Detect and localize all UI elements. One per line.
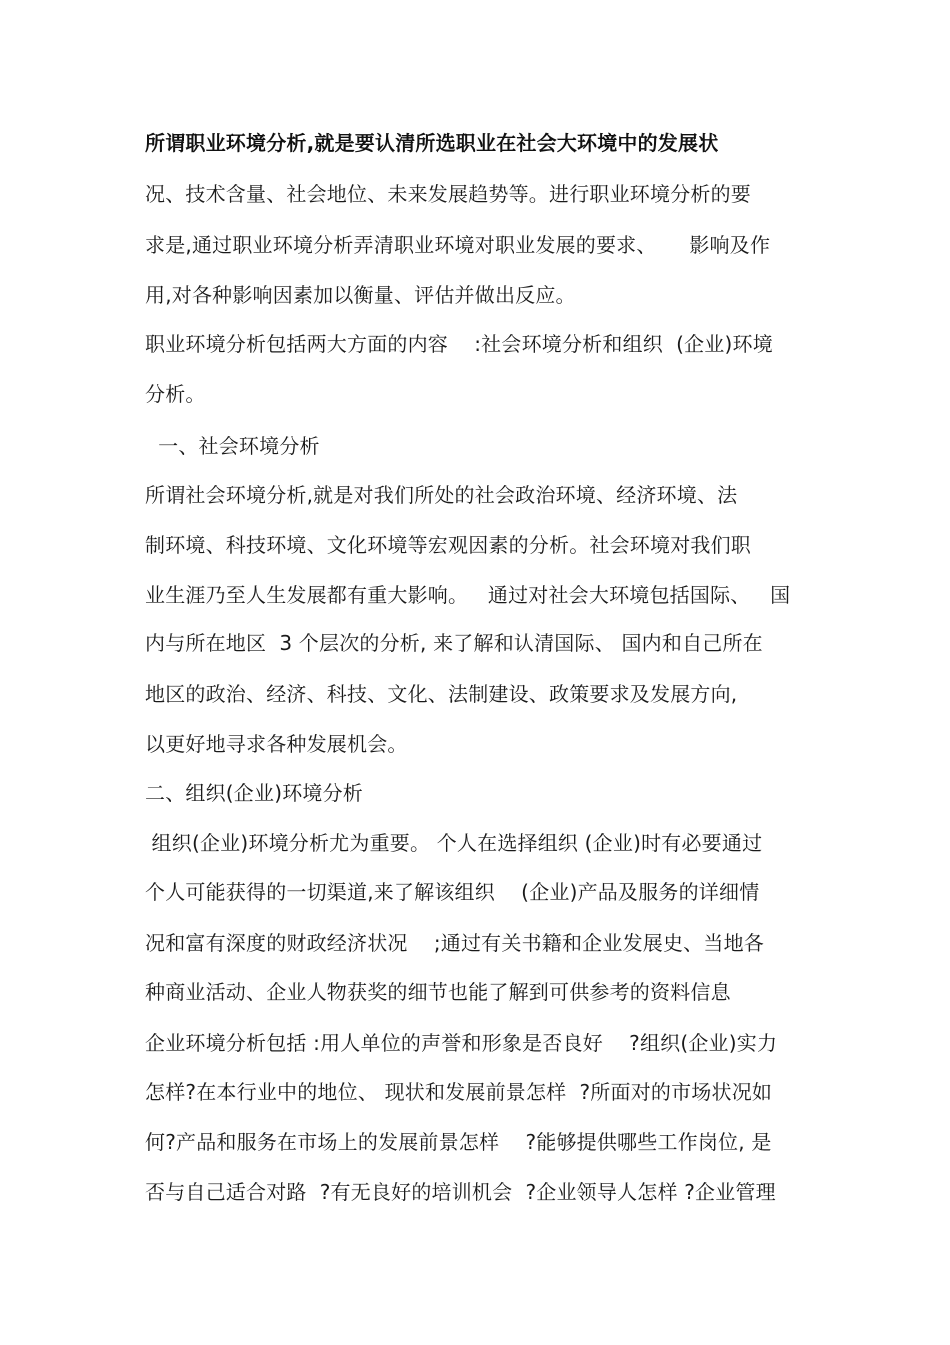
section-heading: 一、社会环境分析 — [145, 434, 320, 458]
text-line: 所谓社会环境分析,就是对我们所处的社会政治环境、经济环境、法 — [145, 483, 738, 507]
text-line: 求是,通过职业环境分析弄清职业环境对职业发展的要求、 影响及作 — [145, 233, 771, 257]
text-line: 制环境、科技环境、文化环境等宏观因素的分析。社会环境对我们职 — [145, 533, 751, 557]
text-line: 组织(企业)环境分析尤为重要。 个人在选择组织 (企业)时有必要通过 — [145, 831, 763, 855]
text-line: 分析。 — [145, 382, 206, 406]
text-line: 企业环境分析包括 :用人单位的声誉和形象是否良好 ?组织(企业)实力 — [145, 1031, 778, 1055]
section-heading: 二、组织(企业)环境分析 — [145, 781, 364, 805]
text-line: 所谓职业环境分析,就是要认清所选职业在社会大环境中的发展状 — [145, 131, 719, 155]
text-line: 职业环境分析包括两大方面的内容 :社会环境分析和组织 (企业)环境 — [145, 332, 773, 356]
text-line: 怎样?在本行业中的地位、 现状和发展前景怎样 ?所面对的市场状况如 — [145, 1080, 773, 1104]
text-line: 况和富有深度的财政经济状况 ;通过有关书籍和企业发展史、当地各 — [145, 931, 764, 955]
text-line: 况、技术含量、社会地位、未来发展趋势等。进行职业环境分析的要 — [145, 182, 751, 206]
text-line: 何?产品和服务在市场上的发展前景怎样 ?能够提供哪些工作岗位, 是 — [145, 1130, 772, 1154]
text-line: 否与自己适合对路 ?有无良好的培训机会 ?企业领导人怎样 ?企业管理 — [145, 1180, 776, 1204]
text-line: 业生涯乃至人生发展都有重大影响。 通过对社会大环境包括国际、 国 — [145, 583, 791, 607]
text-line: 用,对各种影响因素加以衡量、评估并做出反应。 — [145, 283, 576, 307]
text-line: 种商业活动、企业人物获奖的细节也能了解到可供参考的资料信息 — [145, 980, 731, 1004]
text-line: 个人可能获得的一切渠道,来了解该组织 (企业)产品及服务的详细情 — [145, 880, 760, 904]
text-line: 内与所在地区 3 个层次的分析, 来了解和认清国际、 国内和自己所在 — [145, 631, 763, 655]
text-line: 地区的政治、经济、科技、文化、法制建设、政策要求及发展方向, — [145, 682, 738, 706]
text-line: 以更好地寻求各种发展机会。 — [145, 732, 408, 756]
